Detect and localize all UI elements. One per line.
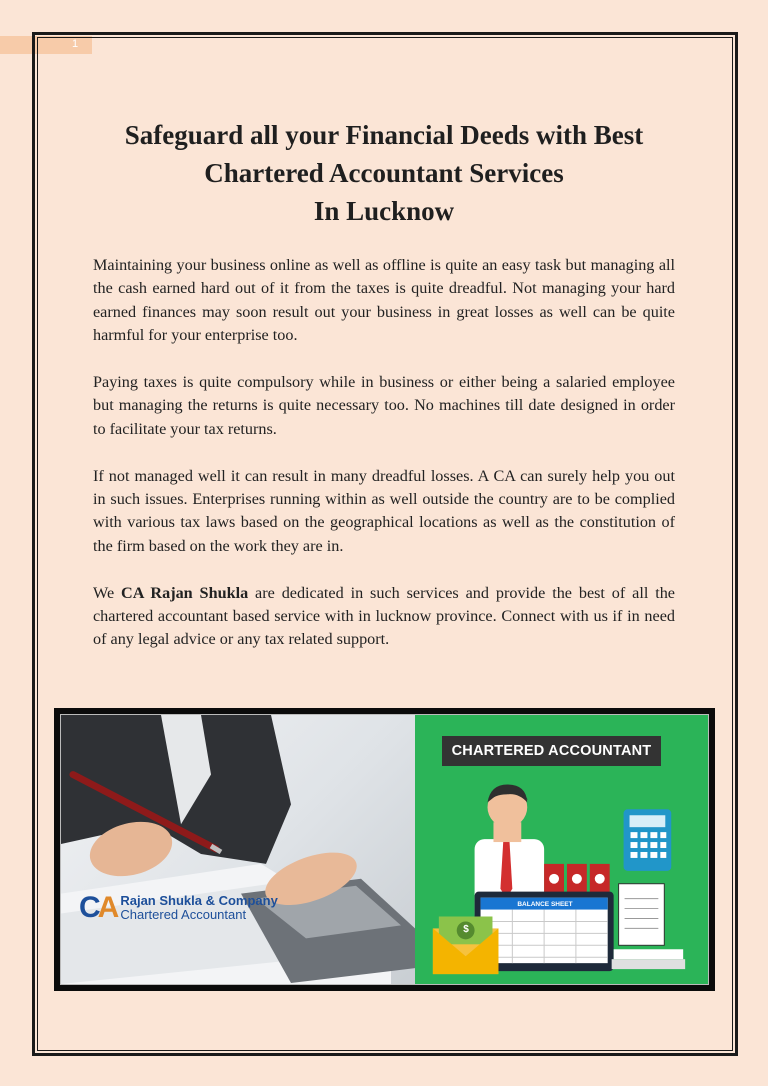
company-logo <box>79 891 278 925</box>
dollar-icon: $ <box>463 924 469 935</box>
ca-banner: CHARTERED ACCOUNTANT <box>442 736 661 766</box>
paragraph-4-suffix: are dedicated in such services and provide the best of all the chartered accountant based service with in lucknow province. Connect with us if in need of any legal advice or any tax related support. <box>93 583 675 649</box>
title-line-1: Safeguard all your Financial Deeds with Best <box>124 120 644 150</box>
title-line-3: In Lucknow <box>313 196 455 226</box>
paragraph-1: Maintaining your business online as well as offline is quite an easy task but managing all the cash earned hard out of it from the taxes is quite dreadful. Not managing your hard earned finances may soon result out your business in great losses as well can be quite harmful for your enterprise too. <box>93 256 675 345</box>
logo-text <box>120 894 277 922</box>
logo-company-name: Rajan Shukla & Company <box>120 893 278 908</box>
promo-image <box>54 708 715 991</box>
logo-subtitle: Chartered Accountant <box>120 907 247 922</box>
promo-image-inner <box>60 714 709 985</box>
company-name-bold: CA Rajan Shukla <box>121 583 249 602</box>
accountant-illustration <box>415 715 708 984</box>
paragraph-3: If not managed well it can result in many dreadful losses. A CA can surely help you out in such issues. Enterprises running within as well outside the country are to be complied with various tax laws based on the geographical locations as well as the constitution of the firm based on the work they are in. <box>93 466 675 555</box>
paragraph-4 <box>93 582 675 652</box>
document-title <box>60 116 708 230</box>
accountant-photo <box>61 715 415 984</box>
page-number: 1 <box>72 38 79 50</box>
paragraph-4-prefix: We <box>93 583 122 602</box>
accountant-photo-illustration <box>61 715 415 984</box>
ca-illustration-panel <box>415 715 708 984</box>
ca-logo-icon: CA <box>79 891 117 924</box>
body-text <box>93 254 675 675</box>
title-line-2: Chartered Accountant Services <box>204 158 564 188</box>
paragraph-2: Paying taxes is quite compulsory while in business or either being a salaried employee but managing the returns is quite necessary too. No machines till date designed in order to facilitate your tax returns. <box>93 373 675 438</box>
balance-sheet-label: BALANCE SHEET <box>517 901 573 908</box>
